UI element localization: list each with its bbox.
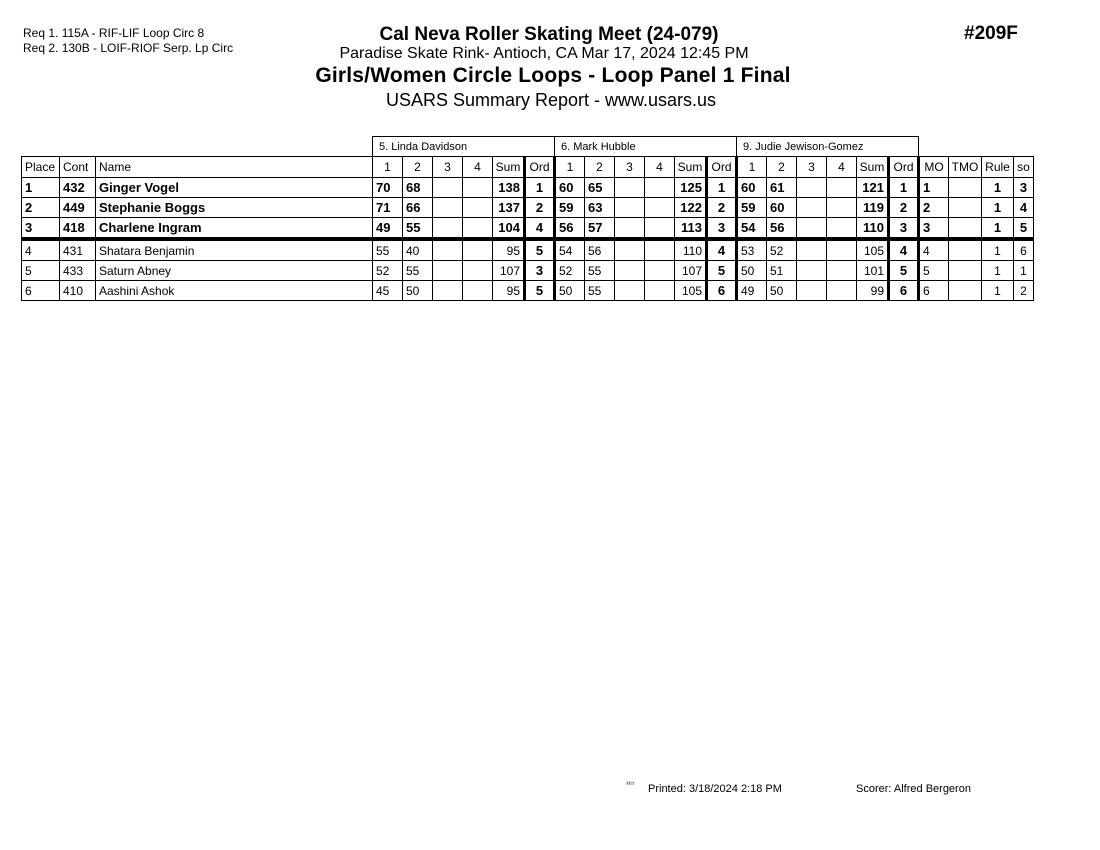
score-4-cell bbox=[645, 198, 675, 218]
score-1-cell: 54 bbox=[737, 218, 767, 240]
mo-cell: 6 bbox=[919, 281, 949, 301]
judge-name: 9. Judie Jewison-Gomez bbox=[737, 137, 919, 157]
footer-mark: ³³¹⁵ bbox=[626, 782, 635, 788]
score-3-cell bbox=[797, 239, 827, 261]
judge-name: 5. Linda Davidson bbox=[373, 137, 555, 157]
rule-cell: 1 bbox=[982, 239, 1014, 261]
sum-cell: 110 bbox=[675, 239, 707, 261]
score-4-cell bbox=[827, 198, 857, 218]
score-4-cell bbox=[463, 261, 493, 281]
score-4-cell bbox=[827, 281, 857, 301]
report-line: USARS Summary Report - www.usars.us bbox=[385, 90, 717, 110]
name-cell: Shatara Benjamin bbox=[96, 239, 373, 261]
cont-cell: 433 bbox=[60, 261, 96, 281]
score-1-cell: 50 bbox=[737, 261, 767, 281]
col-sum: Sum bbox=[493, 157, 525, 178]
tmo-cell bbox=[949, 218, 982, 240]
ord-cell: 2 bbox=[707, 198, 737, 218]
rule-cell: 1 bbox=[982, 218, 1014, 240]
sum-cell: 138 bbox=[493, 178, 525, 198]
score-2-cell: 56 bbox=[585, 239, 615, 261]
score-1-cell: 45 bbox=[373, 281, 403, 301]
col-s4: 4 bbox=[645, 157, 675, 178]
col-name: Name bbox=[96, 157, 373, 178]
score-2-cell: 56 bbox=[767, 218, 797, 240]
score-4-cell bbox=[645, 178, 675, 198]
score-3-cell bbox=[433, 239, 463, 261]
score-2-cell: 51 bbox=[767, 261, 797, 281]
sum-cell: 104 bbox=[493, 218, 525, 240]
mo-cell: 3 bbox=[919, 218, 949, 240]
col-s2: 2 bbox=[767, 157, 797, 178]
score-2-cell: 50 bbox=[767, 281, 797, 301]
place-cell: 2 bbox=[22, 198, 60, 218]
sum-cell: 105 bbox=[857, 239, 889, 261]
name-cell: Ginger Vogel bbox=[96, 178, 373, 198]
col-s4: 4 bbox=[827, 157, 857, 178]
col-cont: Cont bbox=[60, 157, 96, 178]
ord-cell: 2 bbox=[525, 198, 555, 218]
score-3-cell bbox=[433, 218, 463, 240]
ord-cell: 3 bbox=[889, 218, 919, 240]
ord-cell: 4 bbox=[707, 239, 737, 261]
rule-cell: 1 bbox=[982, 281, 1014, 301]
so-cell: 2 bbox=[1014, 281, 1034, 301]
table-row bbox=[22, 281, 1034, 301]
score-3-cell bbox=[615, 178, 645, 198]
rule-cell: 1 bbox=[982, 198, 1014, 218]
ord-cell: 5 bbox=[707, 261, 737, 281]
score-4-cell bbox=[463, 198, 493, 218]
score-1-cell: 52 bbox=[555, 261, 585, 281]
score-2-cell: 57 bbox=[585, 218, 615, 240]
sum-cell: 122 bbox=[675, 198, 707, 218]
event-title: Girls/Women Circle Loops - Loop Panel 1 Final bbox=[315, 64, 791, 87]
ord-cell: 1 bbox=[889, 178, 919, 198]
so-cell: 5 bbox=[1014, 218, 1034, 240]
col-s1: 1 bbox=[555, 157, 585, 178]
sum-cell: 113 bbox=[675, 218, 707, 240]
score-2-cell: 52 bbox=[767, 239, 797, 261]
ord-cell: 6 bbox=[889, 281, 919, 301]
column-header-row bbox=[22, 157, 1034, 178]
score-1-cell: 54 bbox=[555, 239, 585, 261]
ord-cell: 2 bbox=[889, 198, 919, 218]
meet-title: Cal Neva Roller Skating Meet (24-079) bbox=[379, 24, 719, 45]
ord-cell: 5 bbox=[889, 261, 919, 281]
score-1-cell: 60 bbox=[737, 178, 767, 198]
col-place: Place bbox=[22, 157, 60, 178]
table-row bbox=[22, 218, 1034, 240]
col-rule: Rule bbox=[982, 157, 1014, 178]
col-mo: MO bbox=[919, 157, 949, 178]
score-1-cell: 59 bbox=[555, 198, 585, 218]
ord-cell: 4 bbox=[525, 218, 555, 240]
place-cell: 6 bbox=[22, 281, 60, 301]
col-ord: Ord bbox=[525, 157, 555, 178]
table-row bbox=[22, 178, 1034, 198]
judge-name: 6. Mark Hubble bbox=[555, 137, 737, 157]
score-2-cell: 40 bbox=[403, 239, 433, 261]
cont-cell: 410 bbox=[60, 281, 96, 301]
score-2-cell: 55 bbox=[585, 261, 615, 281]
score-4-cell bbox=[463, 281, 493, 301]
score-4-cell bbox=[463, 178, 493, 198]
score-4-cell bbox=[645, 281, 675, 301]
score-3-cell bbox=[615, 198, 645, 218]
score-3-cell bbox=[615, 218, 645, 240]
tmo-cell bbox=[949, 239, 982, 261]
score-1-cell: 56 bbox=[555, 218, 585, 240]
col-sum: Sum bbox=[857, 157, 889, 178]
col-s2: 2 bbox=[585, 157, 615, 178]
requirement-2: Req 2. 130B - LOIF-RIOF Serp. Lp Circ bbox=[23, 41, 234, 55]
table-row bbox=[22, 239, 1034, 261]
col-s1: 1 bbox=[737, 157, 767, 178]
ord-cell: 5 bbox=[525, 281, 555, 301]
ord-cell: 1 bbox=[707, 178, 737, 198]
score-4-cell bbox=[645, 239, 675, 261]
ord-cell: 3 bbox=[707, 218, 737, 240]
tmo-cell bbox=[949, 281, 982, 301]
cont-cell: 449 bbox=[60, 198, 96, 218]
score-2-cell: 65 bbox=[585, 178, 615, 198]
score-4-cell bbox=[645, 261, 675, 281]
rule-cell: 1 bbox=[982, 178, 1014, 198]
so-cell: 1 bbox=[1014, 261, 1034, 281]
score-4-cell bbox=[827, 239, 857, 261]
sum-cell: 101 bbox=[857, 261, 889, 281]
mo-cell: 2 bbox=[919, 198, 949, 218]
sum-cell: 99 bbox=[857, 281, 889, 301]
col-s4: 4 bbox=[463, 157, 493, 178]
results-table bbox=[21, 136, 1034, 301]
col-ord: Ord bbox=[889, 157, 919, 178]
score-1-cell: 53 bbox=[737, 239, 767, 261]
score-2-cell: 50 bbox=[403, 281, 433, 301]
place-cell: 5 bbox=[22, 261, 60, 281]
score-1-cell: 59 bbox=[737, 198, 767, 218]
sum-cell: 137 bbox=[493, 198, 525, 218]
sum-cell: 95 bbox=[493, 239, 525, 261]
score-2-cell: 55 bbox=[403, 218, 433, 240]
mo-cell: 4 bbox=[919, 239, 949, 261]
score-4-cell bbox=[645, 218, 675, 240]
score-4-cell bbox=[463, 239, 493, 261]
score-3-cell bbox=[433, 198, 463, 218]
score-2-cell: 61 bbox=[767, 178, 797, 198]
ord-cell: 6 bbox=[707, 281, 737, 301]
score-3-cell bbox=[615, 281, 645, 301]
score-4-cell bbox=[463, 218, 493, 240]
sum-cell: 107 bbox=[493, 261, 525, 281]
col-s3: 3 bbox=[797, 157, 827, 178]
ord-cell: 5 bbox=[525, 239, 555, 261]
name-cell: Saturn Abney bbox=[96, 261, 373, 281]
score-1-cell: 49 bbox=[373, 218, 403, 240]
score-3-cell bbox=[797, 261, 827, 281]
name-cell: Stephanie Boggs bbox=[96, 198, 373, 218]
col-s1: 1 bbox=[373, 157, 403, 178]
score-2-cell: 55 bbox=[585, 281, 615, 301]
score-2-cell: 55 bbox=[403, 261, 433, 281]
venue-line: Paradise Skate Rink- Antioch, CA Mar 17, 2024 12:45 PM bbox=[339, 45, 749, 62]
sum-cell: 125 bbox=[675, 178, 707, 198]
score-3-cell bbox=[797, 281, 827, 301]
score-1-cell: 49 bbox=[737, 281, 767, 301]
tmo-cell bbox=[949, 178, 982, 198]
cont-cell: 432 bbox=[60, 178, 96, 198]
name-cell: Charlene Ingram bbox=[96, 218, 373, 240]
col-tmo: TMO bbox=[949, 157, 982, 178]
score-1-cell: 52 bbox=[373, 261, 403, 281]
place-cell: 1 bbox=[22, 178, 60, 198]
printed-date: Printed: 3/18/2024 2:18 PM bbox=[648, 783, 782, 795]
score-2-cell: 63 bbox=[585, 198, 615, 218]
sum-cell: 105 bbox=[675, 281, 707, 301]
mo-cell: 5 bbox=[919, 261, 949, 281]
ord-cell: 4 bbox=[889, 239, 919, 261]
so-cell: 4 bbox=[1014, 198, 1034, 218]
score-1-cell: 71 bbox=[373, 198, 403, 218]
score-3-cell bbox=[615, 261, 645, 281]
rule-cell: 1 bbox=[982, 261, 1014, 281]
place-cell: 4 bbox=[22, 239, 60, 261]
event-number: #209F bbox=[964, 23, 1018, 44]
requirement-1: Req 1. 115A - RIF-LIF Loop Circ 8 bbox=[23, 26, 205, 40]
score-2-cell: 68 bbox=[403, 178, 433, 198]
score-1-cell: 50 bbox=[555, 281, 585, 301]
score-1-cell: 55 bbox=[373, 239, 403, 261]
score-3-cell bbox=[797, 178, 827, 198]
score-3-cell bbox=[615, 239, 645, 261]
sum-cell: 110 bbox=[857, 218, 889, 240]
col-sum: Sum bbox=[675, 157, 707, 178]
name-cell: Aashini Ashok bbox=[96, 281, 373, 301]
ord-cell: 3 bbox=[525, 261, 555, 281]
cont-cell: 431 bbox=[60, 239, 96, 261]
cont-cell: 418 bbox=[60, 218, 96, 240]
scorer-name: Scorer: Alfred Bergeron bbox=[856, 783, 971, 795]
col-ord: Ord bbox=[707, 157, 737, 178]
score-4-cell bbox=[827, 218, 857, 240]
col-s3: 3 bbox=[433, 157, 463, 178]
col-s3: 3 bbox=[615, 157, 645, 178]
score-3-cell bbox=[433, 178, 463, 198]
tmo-cell bbox=[949, 261, 982, 281]
col-s2: 2 bbox=[403, 157, 433, 178]
score-2-cell: 60 bbox=[767, 198, 797, 218]
score-1-cell: 70 bbox=[373, 178, 403, 198]
place-cell: 3 bbox=[22, 218, 60, 240]
so-cell: 3 bbox=[1014, 178, 1034, 198]
mo-cell: 1 bbox=[919, 178, 949, 198]
sum-cell: 119 bbox=[857, 198, 889, 218]
sum-cell: 95 bbox=[493, 281, 525, 301]
score-3-cell bbox=[433, 281, 463, 301]
so-cell: 6 bbox=[1014, 239, 1034, 261]
judge-header-row bbox=[22, 137, 1034, 157]
ord-cell: 1 bbox=[525, 178, 555, 198]
score-3-cell bbox=[433, 261, 463, 281]
table-row bbox=[22, 261, 1034, 281]
score-3-cell bbox=[797, 198, 827, 218]
score-1-cell: 60 bbox=[555, 178, 585, 198]
sum-cell: 121 bbox=[857, 178, 889, 198]
score-4-cell bbox=[827, 178, 857, 198]
sum-cell: 107 bbox=[675, 261, 707, 281]
score-2-cell: 66 bbox=[403, 198, 433, 218]
table-row bbox=[22, 198, 1034, 218]
score-3-cell bbox=[797, 218, 827, 240]
tmo-cell bbox=[949, 198, 982, 218]
score-4-cell bbox=[827, 261, 857, 281]
col-so: so bbox=[1014, 157, 1034, 178]
